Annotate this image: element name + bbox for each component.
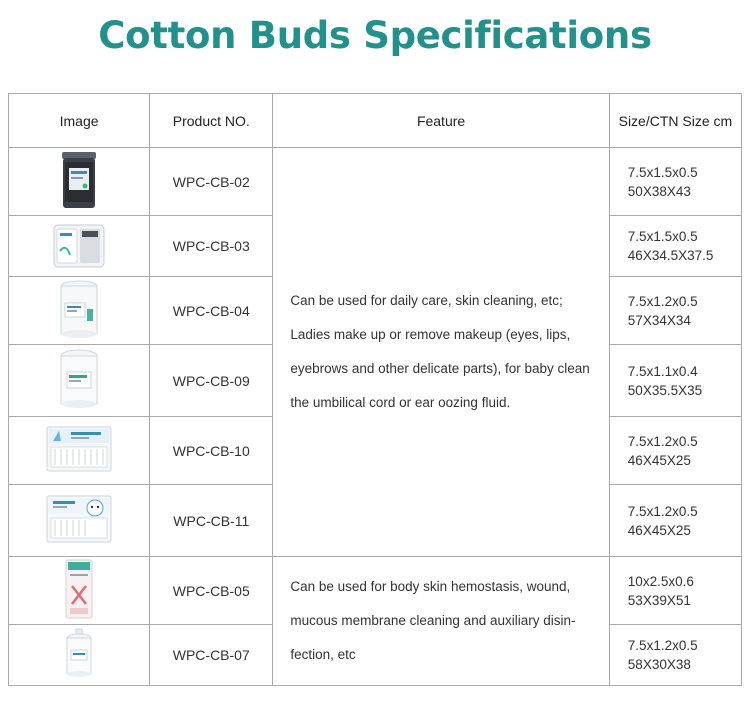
product-size: 10x2.5x0.6: [627, 573, 694, 589]
product-no: WPC-CB-10: [150, 417, 273, 485]
specifications-table: [8, 93, 742, 686]
product-size: 7.5x1.2x0.5: [627, 503, 698, 519]
carton-size: 58X30X38: [627, 657, 691, 672]
size-cell: [609, 625, 741, 686]
size-cell: [609, 417, 741, 485]
product-image-canister-round: [57, 348, 101, 410]
product-image-canister-dark: [59, 150, 99, 210]
header-image: Image: [9, 94, 150, 148]
product-image-pouch: [62, 558, 96, 620]
product-image-canister-white: [57, 279, 101, 339]
product-no: WPC-CB-07: [150, 625, 273, 686]
header-size: Size/CTN Size cm: [609, 94, 741, 148]
product-image-tube: [64, 628, 94, 680]
header-feature: Feature: [273, 94, 609, 148]
product-image-cell: [9, 625, 150, 686]
product-no: WPC-CB-11: [150, 485, 273, 557]
product-size: 7.5x1.2x0.5: [627, 293, 698, 309]
page-title: Cotton Buds Specifications: [98, 14, 652, 57]
product-image-flat-box-cartoon: [45, 492, 113, 546]
feature-group-1: Can be used for daily care, skin cleaning, etc; Ladies make up or remove makeup (eyes, lips, eyebrows and other delicate parts), for baby clean the umbilical cord or ear oozing fluid.: [273, 148, 609, 557]
product-size: 7.5x1.2x0.5: [627, 433, 698, 449]
product-image-cell: [9, 216, 150, 277]
size-cell: [609, 216, 741, 277]
product-no: WPC-CB-05: [150, 557, 273, 625]
product-image-cell: [9, 417, 150, 485]
feature-group-2: Can be used for body skin hemostasis, wound, mucous membrane cleaning and auxiliary disin-fection, etc: [273, 557, 609, 686]
product-image-flat-box-blue: [45, 423, 113, 475]
product-size: 7.5x1.5x0.5: [627, 229, 698, 244]
carton-size: 50X38X43: [627, 183, 691, 199]
size-cell: [609, 277, 741, 345]
table-row: [9, 557, 742, 625]
product-size: 7.5x1.2x0.5: [627, 638, 698, 653]
product-image-cell: [9, 485, 150, 557]
size-cell: [609, 148, 741, 216]
header-product-no: Product NO.: [150, 94, 273, 148]
carton-size: 46X34.5X37.5: [627, 248, 714, 263]
product-image-cell: [9, 277, 150, 345]
product-no: WPC-CB-03: [150, 216, 273, 277]
table-header-row: [9, 94, 742, 148]
product-image-box-twin: [52, 221, 106, 269]
carton-size: 53X39X51: [627, 592, 691, 608]
product-image-cell: [9, 557, 150, 625]
product-size: 7.5x1.5x0.5: [627, 164, 698, 180]
carton-size: 46X45X25: [627, 522, 691, 538]
carton-size: 46X45X25: [627, 452, 691, 468]
product-no: WPC-CB-04: [150, 277, 273, 345]
carton-size: 50X35.5X35: [627, 382, 703, 398]
table-row: [9, 148, 742, 216]
size-cell: [609, 345, 741, 417]
product-no: WPC-CB-09: [150, 345, 273, 417]
product-image-cell: [9, 345, 150, 417]
product-no: WPC-CB-02: [150, 148, 273, 216]
carton-size: 57X34X34: [627, 312, 691, 328]
size-cell: [609, 557, 741, 625]
size-cell: [609, 485, 741, 557]
product-size: 7.5x1.1x0.4: [627, 363, 698, 379]
product-image-cell: [9, 148, 150, 216]
